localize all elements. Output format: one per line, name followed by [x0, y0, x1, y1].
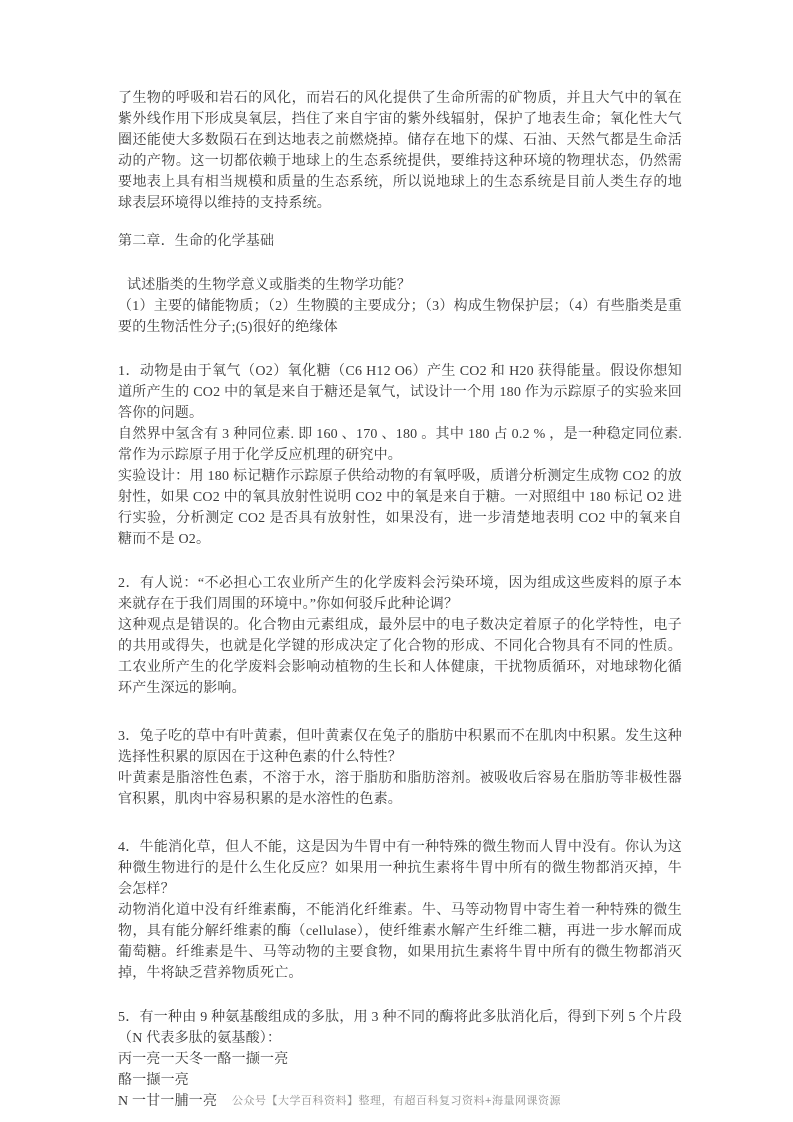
question-4-text: 4．牛能消化草，但人不能，这是因为牛胃中有一种特殊的微生物而人胃中没有。你认为这种微生物进行的是什么生化反应？如果用一种抗生素将牛胃中所有的微生物都消灭掉，牛会怎样？ — [118, 840, 682, 897]
chapter-heading: 第二章．生命的化学基础 — [118, 234, 275, 249]
question-1-answer: 实验设计：用 180 标记糖作示踪原子供给动物的有氧呼吸，质谱分析测定生成物 CO2 的放射性，如果 CO2 中的氧具放射性说明 CO2 中的氧是来自于糖。一对照组中 180 标记 O2 进行实验，分析测定 CO2 是否具有放射性，如果没有，进一步清楚地表明 CO2 中的氧来自糖而不是 O2。 — [118, 469, 682, 547]
question-3-answer: 叶黄素是脂溶性色素，不溶于水，溶于脂肪和脂肪溶剂。被吸收后容易在脂肪等非极性器官积累，肌肉中容易积累的是水溶性的色素。 — [118, 771, 682, 807]
lipids-question-block — [118, 275, 682, 338]
question-2-block — [118, 573, 682, 699]
peptide-fragment: 丙一亮一天冬一酪一撷一亮 — [118, 1052, 289, 1067]
page-footer: 公众号【大学百科资料】整理，有超百科复习资料+海量网课资源 — [232, 1095, 561, 1107]
question-2-text: 2．有人说：“不必担心工农业所产生的化学废料会污染环境，因为组成这些废料的原子本来就存在于我们周围的环境中。”你如何驳斥此种论调？ — [118, 576, 682, 612]
question-4-block — [118, 837, 682, 984]
question-1-block — [118, 361, 682, 550]
intro-paragraph: 了生物的呼吸和岩石的风化，而岩石的风化提供了生命所需的矿物质，并且大气中的氧在紫外线作用下形成臭氧层，挡住了来自宇宙的紫外线辐射，保护了地表生命；氧化性大气圈还能使大多数陨石在到达地表之前燃烧掉。储存在地下的煤、石油、天然气都是生命活动的产物。这一切都依赖于地球上的生态系统提供，要维持这种环境的物理状态，仍然需要地表上具有相当规模和质量的生态系统，所以说地球上的生态系统是目前人类生存的地球表层环境得以维持的支持系统。 — [118, 91, 682, 211]
question-3-block — [118, 726, 682, 810]
question-4-answer: 动物消化道中没有纤维素酶，不能消化纤维素。牛、马等动物胃中寄生着一种特殊的微生物，具有能分解纤维素的酶（cellulase），使纤维素水解产生纤维二糖，再进一步水解而成葡萄糖。纤维素是牛、马等动物的主要食物，如果用抗生素将牛胃中所有的微生物都消灭掉，牛将缺乏营养物质死亡。 — [118, 903, 682, 981]
lipids-answer: （1）主要的储能物质；（2）生物膜的主要成分；（3）构成生物保护层；（4）有些脂类是重要的生物活性分子;(5)很好的绝缘体 — [118, 299, 682, 335]
question-2-answer: 这种观点是错误的。化合物由元素组成，最外层中的电子数决定着原子的化学特性，电子的共用或得失，也就是化学键的形成决定了化合物的形成、不同化合物具有不同的性质。工农业所产生的化学废料会影响动植物的生长和人体健康，干扰物质循环，对地球物化循环产生深远的影响。 — [118, 618, 682, 696]
peptide-fragment: 酪一撷一亮 — [118, 1073, 189, 1088]
question-1-note: 自然界中氢含有 3 种同位素. 即 160 、170 、180 。其中 180 占 0.2 % ，是一种稳定同位素. 常作为示踪原子用于化学反应机理的研究中。 — [118, 427, 682, 463]
question-5-text: 5．有一种由 9 种氨基酸组成的多肽，用 3 种不同的酶将此多肽消化后，得到下列 5 个片段（N 代表多肽的氨基酸）： — [118, 1010, 682, 1046]
question-1-text: 1．动物是由于氧气（O2）氧化糖（C6 H12 O6）产生 CO2 和 H20 获得能量。假设你想知道所产生的 CO2 中的氧是来自于糖还是氧气，试设计一个用 180 作为示踪原子的实验来回答你的问题。 — [118, 364, 682, 421]
question-3-text: 3．兔子吃的草中有叶黄素，但叶黄素仅在兔子的脂肪中积累而不在肌肉中积累。发生这种选择性积累的原因在于这种色素的什么特性？ — [118, 729, 682, 765]
document-content — [118, 88, 682, 1112]
lipids-question: 试述脂类的生物学意义或脂类的生物学功能？ — [127, 278, 411, 293]
peptide-fragment: N 一甘一脯一亮 — [118, 1094, 218, 1109]
